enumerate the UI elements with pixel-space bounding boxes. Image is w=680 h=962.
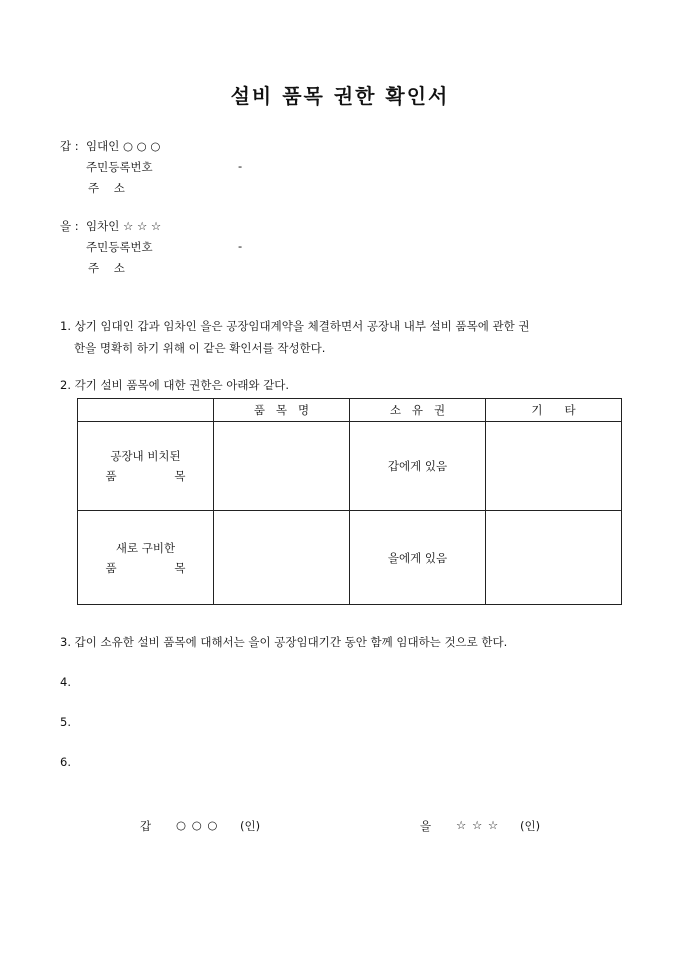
signature-a-label: 갑	[140, 819, 152, 833]
party-a-role: 임대인 ○ ○ ○	[86, 139, 161, 153]
row-label	[78, 422, 214, 511]
item-cell	[214, 511, 350, 605]
ownership-table	[77, 398, 622, 605]
table-header-other: 기 타	[486, 399, 622, 422]
note-cell	[486, 511, 622, 605]
row-label-line1: 새로 구비한	[115, 540, 176, 555]
signature-b-label: 을	[420, 819, 432, 833]
clause-5: 5.	[60, 715, 71, 729]
party-a-id-label: 주민등록번호	[86, 160, 153, 174]
document-title: 설비 품목 권한 확인서	[230, 84, 450, 108]
signature-b-name: ☆ ☆ ☆	[456, 818, 500, 832]
row-label-char-2: 목	[174, 560, 186, 575]
table-header-item-name: 품 목 명	[214, 399, 350, 422]
table-row	[78, 511, 622, 605]
row-label-char-1: 품	[105, 560, 117, 575]
owner-cell: 을에게 있음	[350, 511, 486, 605]
clause-1-line-1: 1. 상기 임대인 갑과 임차인 을은 공장임대계약을 체결하면서 공장내 내부 설비 품목에 관한 권	[60, 319, 530, 333]
table-header-ownership: 소 유 권	[350, 399, 486, 422]
signature-b-seal: (인)	[520, 819, 541, 833]
owner-cell: 갑에게 있음	[350, 422, 486, 511]
party-a-label: 갑 :	[60, 139, 79, 153]
item-cell	[214, 422, 350, 511]
clause-3: 3. 갑이 소유한 설비 품목에 대해서는 을이 공장임대기간 동안 함께 임대하는 것으로 한다.	[60, 635, 508, 649]
party-a-id-dash: -	[238, 159, 243, 173]
note-cell	[486, 422, 622, 511]
clause-4: 4.	[60, 675, 71, 689]
row-label	[78, 511, 214, 605]
table-header-blank	[78, 399, 214, 422]
signature-a-seal: (인)	[240, 819, 261, 833]
clause-2: 2. 각기 설비 품목에 대한 권한은 아래와 같다.	[60, 378, 290, 392]
row-label-char-2: 목	[174, 469, 186, 483]
table-row	[78, 422, 622, 511]
party-b-address-label: 주 소	[88, 261, 125, 275]
signature-a-name: ○ ○ ○	[176, 818, 219, 832]
party-b-id-dash: -	[238, 239, 243, 253]
clause-1-line-2: 한을 명확히 하기 위해 이 같은 확인서를 작성한다.	[74, 341, 326, 355]
clause-6: 6.	[60, 755, 71, 769]
party-b-id-label: 주민등록번호	[86, 240, 153, 254]
party-b-role: 임차인 ☆ ☆ ☆	[86, 219, 162, 233]
party-b-label: 을 :	[60, 219, 79, 233]
row-label-char-1: 품	[105, 469, 117, 483]
party-a-address-label: 주 소	[88, 181, 125, 195]
row-label-line1: 공장내 비치된	[110, 449, 181, 463]
table-header-row	[78, 399, 622, 422]
